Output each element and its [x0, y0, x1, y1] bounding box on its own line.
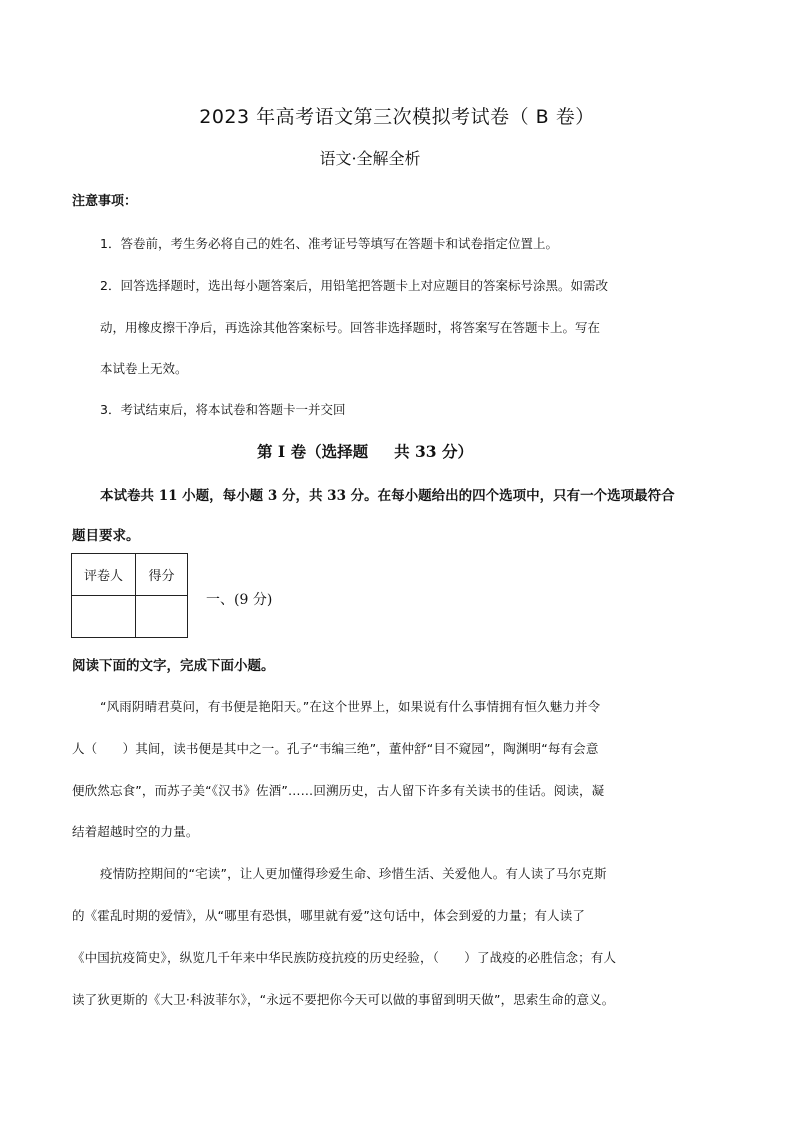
exam-subtitle: 语文·全解全析	[319, 149, 421, 168]
score-cell	[136, 596, 188, 638]
notice-line: 3．考试结束后，将本试卷和答题卡一并交回	[100, 402, 346, 417]
part-label: 一、(9 分)	[206, 592, 273, 608]
notice-line: 动，用橡皮擦干净后，再选涂其他答案标号。回答非选择题时，将答案写在答题卡上。写在	[100, 320, 601, 335]
paragraph-line: 《中国抗疫简史》，纵览几千年来中华民族防疫抗疫的历史经验，（ ）了战疫的必胜信念；有人	[72, 950, 617, 965]
score-header: 得分	[136, 554, 188, 596]
paragraph-line: 的《霍乱时期的爱情》，从“哪里有恐惧，哪里就有爱”这句话中，体会到爱的力量；有人读了	[72, 908, 586, 923]
reading-instruction: 阅读下面的文字，完成下面小题。	[72, 658, 275, 674]
grader-header: 评卷人	[72, 554, 136, 596]
paragraph-line: 便欣然忘食”，而苏子美“《汉书》佐酒”……回溯历史，古人留下许多有关读书的佳话。阅读，凝	[72, 783, 605, 798]
paragraph-line: 人（ ）其间，读书便是其中之一。孔子“韦编三绝”，董仲舒“目不窥园”，陶渊明“每有会意	[72, 741, 599, 756]
exam-title: 2023 年高考语文第三次模拟考试卷（ B 卷）	[199, 106, 595, 128]
section-title	[0, 440, 730, 462]
paragraph-line: 读了狄更斯的《大卫·科波菲尔》，“永远不要把你今天可以做的事留到明天做”，思索生命的意义。	[72, 992, 615, 1007]
section-intro-line: 题目要求。	[72, 528, 140, 544]
paragraph-line: 结着超越时空的力量。	[72, 824, 199, 839]
notice-line: 1．答卷前，考生务必将自己的姓名、准考证号等填写在答题卡和试卷指定位置上。	[100, 236, 558, 251]
section-title-right: 共 33 分）	[394, 442, 473, 461]
section-title-left: 第 I 卷（选择题	[257, 442, 369, 461]
notice-heading: 注意事项：	[72, 194, 138, 209]
notice-line: 2．回答选择题时，选出每小题答案后，用铅笔把答题卡上对应题目的答案标号涂黑。如需改	[100, 278, 608, 293]
grader-cell	[72, 596, 136, 638]
section-intro-line: 本试卷共 11 小题，每小题 3 分，共 33 分。在每小题给出的四个选项中，只有一个选项最符合	[100, 488, 675, 504]
score-table	[71, 553, 188, 638]
paragraph-line: 疫情防控期间的“宅读”，让人更加懂得珍爱生命、珍惜生活、关爱他人。有人读了马尔克斯	[100, 866, 607, 881]
paragraph-line: “风雨阴晴君莫问，有书便是艳阳天。”在这个世界上，如果说有什么事情拥有恒久魅力并令	[100, 699, 601, 714]
notice-line: 本试卷上无效。	[100, 361, 188, 376]
